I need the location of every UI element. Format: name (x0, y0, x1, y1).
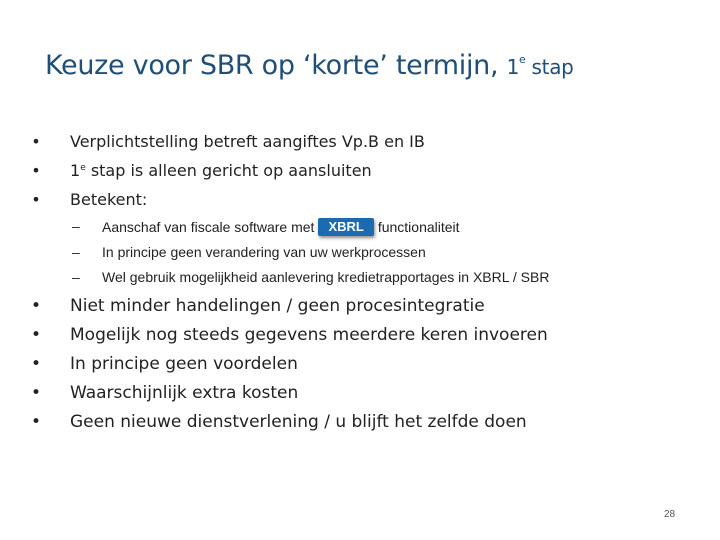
bullet-icon: • (30, 354, 42, 374)
title-main: Keuze voor SBR op ‘korte’ termijn, (45, 50, 499, 81)
dash-icon: – (72, 218, 80, 234)
title-ordinal: 1e stap (506, 53, 574, 79)
bullet-icon: • (30, 412, 42, 432)
bullet-icon: • (31, 190, 41, 209)
bullet-icon: • (30, 383, 42, 403)
bullet-icon: • (31, 161, 41, 180)
xbrl-badge: XBRL (318, 218, 373, 236)
bullet-icon: • (30, 325, 42, 345)
page-number: 28 (664, 509, 676, 520)
bullet-icon: • (31, 132, 41, 151)
bullet-icon: • (30, 296, 42, 316)
slide-title (45, 50, 574, 81)
dash-icon: – (72, 269, 80, 285)
dash-icon: – (72, 244, 80, 260)
